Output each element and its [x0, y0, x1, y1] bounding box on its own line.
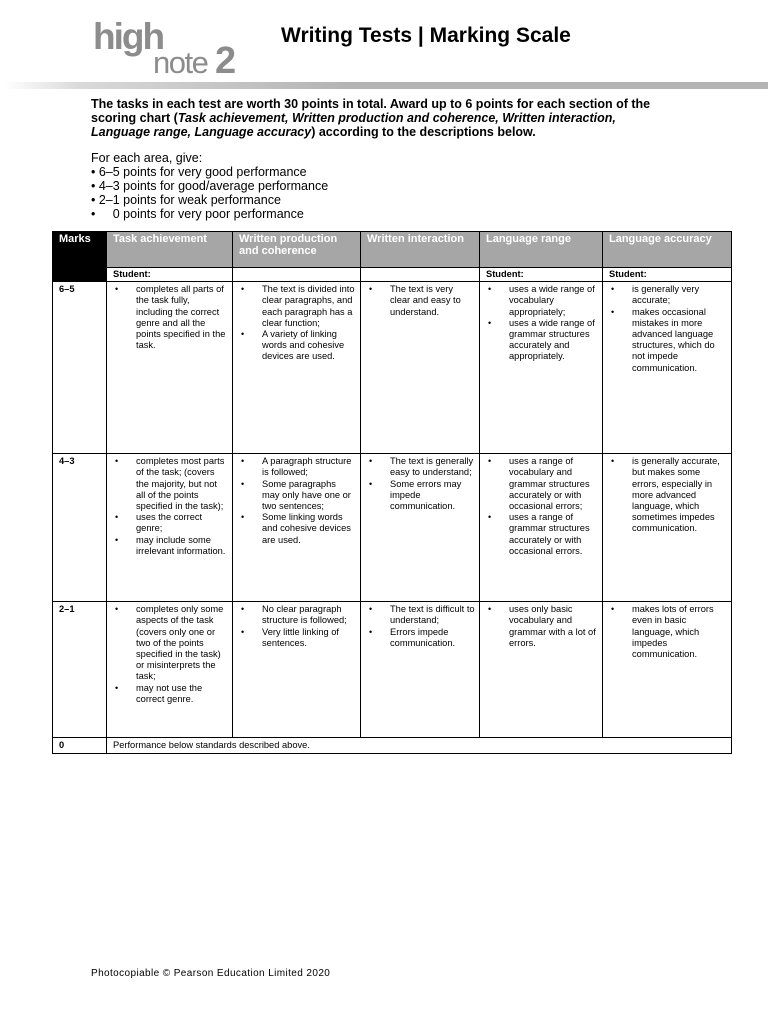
table-row: [53, 602, 732, 738]
criteria-item: • uses the correct genre;: [107, 512, 232, 534]
copyright-footer: Photocopiable © Pearson Education Limited 2020: [91, 968, 331, 979]
criteria-item: • Errors impede communication.: [361, 627, 479, 649]
header-marks: Marks: [53, 232, 107, 268]
points-guide-item: • 2–1 points for weak performance: [91, 193, 281, 207]
criteria-item: • uses a wide range of vocabulary appropriately;: [480, 284, 602, 318]
criteria-item: • is generally very accurate;: [603, 284, 731, 306]
marking-scale-table: [52, 231, 732, 754]
criteria-item: • makes occasional mistakes in more advanced language structures, which do not impede communication.: [603, 307, 731, 374]
logo-text-top: high: [93, 17, 164, 57]
criteria-item: • Some paragraphs may only have one or two sentences;: [233, 479, 360, 513]
criteria-item: • The text is very clear and easy to understand.: [361, 284, 479, 318]
criteria-cell: [233, 454, 361, 602]
logo-graphic: [93, 17, 243, 77]
intro-paragraph: [91, 97, 691, 139]
criteria-item: • No clear paragraph structure is followed;: [233, 604, 360, 626]
points-guide-heading: For each area, give:: [91, 151, 203, 165]
table-header-row: [53, 232, 732, 268]
criteria-cell: [603, 602, 732, 738]
criteria-cell: [480, 454, 603, 602]
points-guide: [91, 151, 691, 221]
highnote-logo: [93, 17, 243, 77]
criteria-item: • uses a wide range of grammar structures accurately and appropriately.: [480, 318, 602, 363]
student-cell-blank: [233, 268, 361, 282]
table-row: [53, 738, 732, 754]
student-cell-blank: [53, 268, 107, 282]
logo-number: 2: [215, 40, 237, 77]
criteria-cell: [233, 282, 361, 454]
student-cell-blank: [361, 268, 480, 282]
criteria-item: • may include some irrelevant information.: [107, 535, 232, 557]
criteria-item: • is generally accurate, but makes some errors, especially in more advanced language, which sometimes impedes communication.: [603, 456, 731, 534]
mark-label: 2–1: [53, 602, 107, 738]
header-task-achievement: Task achievement: [107, 232, 233, 268]
intro-line-2-pre: scoring chart (: [91, 111, 178, 125]
table-row: [53, 282, 732, 454]
criteria-cell: [361, 282, 480, 454]
intro-line-3: [91, 125, 691, 139]
criteria-cell: [603, 454, 732, 602]
student-row: [53, 268, 732, 282]
criteria-cell: [480, 602, 603, 738]
criteria-item: • Some errors may impede communication.: [361, 479, 479, 513]
criteria-item: • The text is divided into clear paragraphs, and each paragraph has a clear function;: [233, 284, 360, 329]
criteria-item: • A variety of linking words and cohesive devices are used.: [233, 329, 360, 363]
intro-line-1: The tasks in each test are worth 30 points in total. Award up to 6 points for each section of the: [91, 97, 651, 111]
criteria-item: • A paragraph structure is followed;: [233, 456, 360, 478]
mark-label: 6–5: [53, 282, 107, 454]
points-guide-item: • 0 points for very poor performance: [91, 207, 304, 221]
criteria-item: • may not use the correct genre.: [107, 683, 232, 705]
criteria-item: • The text is generally easy to understand;: [361, 456, 479, 478]
points-guide-item: • 4–3 points for good/average performance: [91, 179, 329, 193]
criteria-item: • completes most parts of the task; (covers the majority, but not all of the points specified in the task);: [107, 456, 232, 512]
header-written-production: Written production and coherence: [233, 232, 361, 268]
intro-line-2: [91, 111, 691, 125]
criteria-item: • uses a range of vocabulary and grammar structures accurately or with occasional errors;: [480, 456, 602, 512]
intro-line-2-italic: Task achievement, Written production and coherence, Written interaction,: [177, 111, 616, 125]
header-language-range: Language range: [480, 232, 603, 268]
criteria-item: • Some linking words and cohesive devices are used.: [233, 512, 360, 546]
criteria-cell: [361, 454, 480, 602]
intro-line-3-post: ) according to the descriptions below.: [311, 125, 536, 139]
criteria-item: • Very little linking of sentences.: [233, 627, 360, 649]
criteria-cell: [107, 602, 233, 738]
logo-text-bottom: note: [153, 45, 208, 77]
student-label: Student:: [480, 268, 603, 282]
student-label: Student:: [603, 268, 732, 282]
mark-label: 0: [53, 738, 107, 754]
criteria-item: • makes lots of errors even in basic language, which impedes communication.: [603, 604, 731, 660]
criteria-item: • uses a range of grammar structures accurately or with occasional errors.: [480, 512, 602, 557]
student-label: Student:: [107, 268, 233, 282]
criteria-cell: [107, 454, 233, 602]
header-divider: [4, 82, 768, 89]
page-title: Writing Tests | Marking Scale: [281, 24, 571, 47]
header-language-accuracy: Language accuracy: [603, 232, 732, 268]
points-guide-item: • 6–5 points for very good performance: [91, 165, 307, 179]
mark-label: 4–3: [53, 454, 107, 602]
criteria-item: • uses only basic vocabulary and grammar with a lot of errors.: [480, 604, 602, 649]
criteria-cell: [603, 282, 732, 454]
criteria-cell: [361, 602, 480, 738]
criteria-item: • completes only some aspects of the task (covers only one or two of the points specified in the task) or misinterprets the task;: [107, 604, 232, 682]
table-row: [53, 454, 732, 602]
intro-line-3-italic: Language range, Language accuracy: [91, 125, 312, 139]
zero-performance-text: Performance below standards described above.: [107, 738, 732, 754]
criteria-cell: [107, 282, 233, 454]
criteria-item: • The text is difficult to understand;: [361, 604, 479, 626]
header-written-interaction: Written interaction: [361, 232, 480, 268]
criteria-cell: [233, 602, 361, 738]
criteria-cell: [480, 282, 603, 454]
criteria-item: • completes all parts of the task fully, including the correct genre and all the points specified in the task.: [107, 284, 232, 351]
